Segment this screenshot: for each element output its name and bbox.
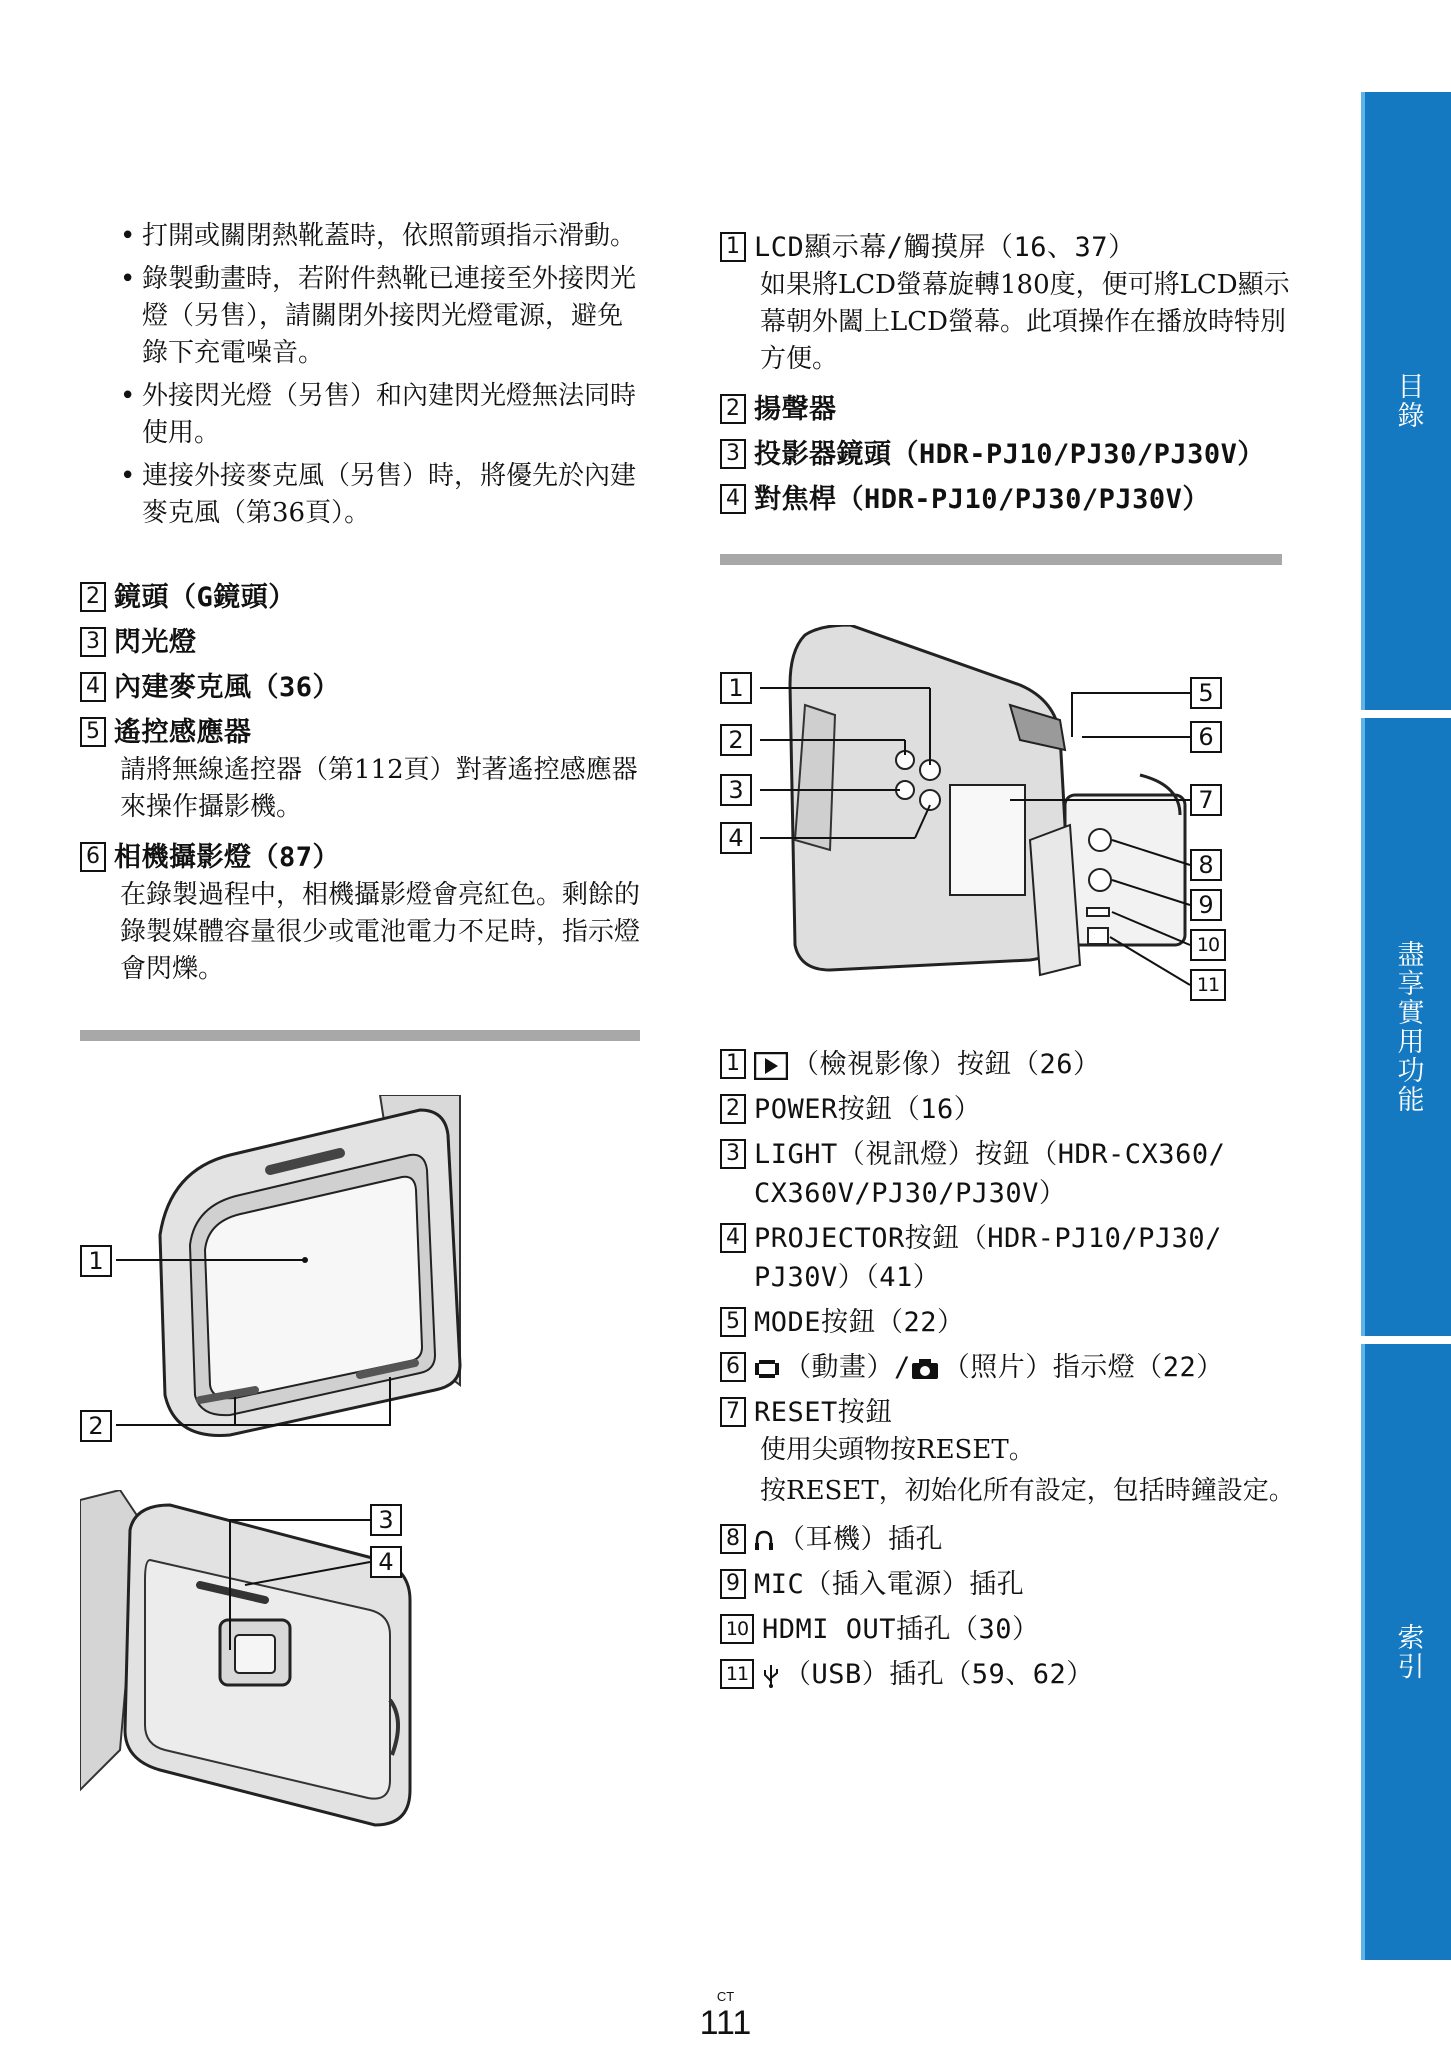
section-divider	[720, 554, 1282, 565]
item-number: 11	[720, 1659, 754, 1689]
bullet-item: • 外接閃光燈（另售）和內建閃光燈無法同時使用。	[120, 378, 640, 452]
list-item	[720, 1348, 1300, 1387]
item-title: 投影器鏡頭（HDR-PJ10/PJ30/PJ30V）	[754, 439, 1265, 470]
callout-3: 3	[370, 1504, 402, 1536]
headphone-icon	[754, 1529, 774, 1553]
list-item	[720, 480, 1290, 519]
item-title: 對焦桿（HDR-PJ10/PJ30/PJ30V）	[754, 484, 1210, 515]
callout-9: 9	[1190, 889, 1222, 921]
item-title: （USB）插孔（59、62）	[784, 1659, 1094, 1690]
item-title: POWER按鈕（16）	[754, 1094, 982, 1125]
bullet-item: • 錄製動畫時，若附件熱靴已連接至外接閃光燈（另售），請關閉外接閃光燈電源，避免錄下充電噪音。	[120, 261, 640, 372]
page-lang-code: CT	[716, 1989, 735, 2004]
tab-label: 盡享實用功能	[1392, 940, 1424, 1114]
item-title: 內建麥克風（36）	[114, 672, 341, 703]
play-icon	[754, 1052, 788, 1080]
item-number: 3	[720, 1139, 746, 1169]
tab-index[interactable]	[1361, 1344, 1451, 1960]
item-number: 7	[720, 1397, 746, 1427]
right-bottom-item-list	[720, 1045, 1300, 1694]
item-number: 9	[720, 1569, 746, 1599]
item-title: 閃光燈	[114, 627, 197, 658]
callout-1: 1	[80, 1245, 112, 1277]
list-item	[80, 623, 650, 662]
item-title: MIC（插入電源）插孔	[754, 1569, 1025, 1600]
left-item-list	[80, 578, 650, 988]
item-number: 10	[720, 1614, 754, 1644]
item-title: （動畫）/	[784, 1352, 911, 1383]
callout-5: 5	[1190, 677, 1222, 709]
list-item	[720, 1135, 1300, 1213]
list-item	[80, 713, 650, 752]
tab-label: 目錄	[1392, 372, 1424, 430]
camera-icon	[911, 1358, 939, 1380]
item-title-continued: CX360V/PJ30/PJ30V）	[754, 1178, 1067, 1209]
item-description: 使用尖頭物按RESET。	[760, 1435, 1035, 1465]
list-item	[80, 578, 650, 617]
bullet-item: • 打開或關閉熱靴蓋時，依照箭頭指示滑動。	[120, 218, 640, 255]
callout-11: 11	[1190, 969, 1226, 1001]
tab-contents[interactable]	[1361, 92, 1451, 710]
item-number: 2	[80, 582, 106, 612]
item-title: PROJECTOR按鈕（HDR-PJ10/PJ30/	[754, 1223, 1222, 1254]
list-item	[720, 1655, 1300, 1694]
bullet-item: • 連接外接麥克風（另售）時，將優先於內建麥克風（第36頁）。	[120, 458, 640, 532]
lcd-back-illustration	[80, 1490, 480, 1840]
item-number: 4	[720, 1223, 746, 1253]
item-title: 遙控感應器	[114, 717, 252, 748]
lcd-back-figure	[80, 1490, 480, 1840]
item-number: 1	[720, 1049, 746, 1079]
callout-1: 1	[720, 672, 752, 704]
item-number: 2	[720, 394, 746, 424]
item-number: 8	[720, 1524, 746, 1554]
item-number: 4	[720, 484, 746, 514]
item-title: （耳機）插孔	[778, 1524, 943, 1555]
callout-10: 10	[1190, 929, 1226, 961]
right-top-item-list	[720, 228, 1290, 519]
lcd-illustration	[80, 1095, 480, 1445]
item-number: 6	[720, 1352, 746, 1382]
item-number: 5	[80, 717, 106, 747]
lcd-figure	[80, 1095, 480, 1445]
item-number: 2	[720, 1094, 746, 1124]
item-title: 相機攝影燈（87）	[114, 842, 341, 873]
callout-8: 8	[1190, 849, 1222, 881]
item-description: 在錄製過程中，相機攝影燈會亮紅色。剩餘的錄製媒體容量很少或電池電力不足時，指示燈會閃爍。	[120, 880, 641, 984]
item-number: 1	[720, 232, 746, 262]
item-title: LCD顯示幕/觸摸屏（16、37）	[754, 232, 1136, 263]
callout-2: 2	[80, 1410, 112, 1442]
item-title: RESET按鈕	[754, 1397, 893, 1428]
item-number: 3	[720, 439, 746, 469]
list-item	[80, 668, 650, 707]
camcorder-side-illustration	[720, 625, 1260, 1010]
tab-label: 索引	[1392, 1623, 1424, 1681]
section-divider	[80, 1030, 640, 1041]
item-description: 按RESET，初始化所有設定，包括時鐘設定。	[760, 1476, 1295, 1506]
item-title: 揚聲器	[754, 394, 837, 425]
item-number: 3	[80, 627, 106, 657]
camcorder-side-figure	[720, 625, 1260, 1010]
list-item	[720, 1219, 1300, 1297]
list-item	[80, 838, 650, 877]
item-number: 6	[80, 842, 106, 872]
callout-3: 3	[720, 774, 752, 806]
callout-4: 4	[720, 822, 752, 854]
item-title: （檢視影像）按鈕（26）	[792, 1049, 1101, 1080]
list-item	[720, 1303, 1300, 1342]
item-description: 請將無線遙控器（第112頁）對著遙控感應器來操作攝影機。	[120, 755, 638, 822]
movie-icon	[754, 1358, 780, 1380]
item-title: LIGHT（視訊燈）按鈕（HDR-CX360/	[754, 1139, 1226, 1170]
list-item	[720, 1090, 1300, 1129]
item-number: 5	[720, 1307, 746, 1337]
item-title-continued: PJ30V）（41）	[754, 1262, 941, 1293]
list-item	[720, 228, 1290, 267]
list-item	[720, 1045, 1300, 1084]
item-description: 如果將LCD螢幕旋轉180度，便可將LCD顯示幕朝外闔上LCD螢幕。此項操作在播放時特別方便。	[760, 270, 1290, 374]
item-number: 4	[80, 672, 106, 702]
list-item	[720, 390, 1290, 429]
item-title: HDMI OUT插孔（30）	[762, 1614, 1040, 1645]
list-item	[720, 1520, 1300, 1559]
item-title: 鏡頭（G鏡頭）	[114, 582, 296, 613]
list-item	[720, 1565, 1300, 1604]
tab-useful-functions[interactable]	[1361, 718, 1451, 1336]
callout-4: 4	[370, 1546, 402, 1578]
list-item	[720, 1610, 1300, 1649]
callout-2: 2	[720, 724, 752, 756]
item-title-continued: （照片）指示燈（22）	[942, 1352, 1224, 1383]
usb-icon	[762, 1663, 780, 1689]
callout-6: 6	[1190, 721, 1222, 753]
list-item	[720, 435, 1290, 474]
list-item	[720, 1393, 1300, 1432]
page-number	[0, 1990, 1451, 2042]
callout-7: 7	[1190, 784, 1222, 816]
item-title: MODE按鈕（22）	[754, 1307, 965, 1338]
page-number-value: 111	[699, 2004, 752, 2042]
bullet-list	[120, 218, 640, 538]
